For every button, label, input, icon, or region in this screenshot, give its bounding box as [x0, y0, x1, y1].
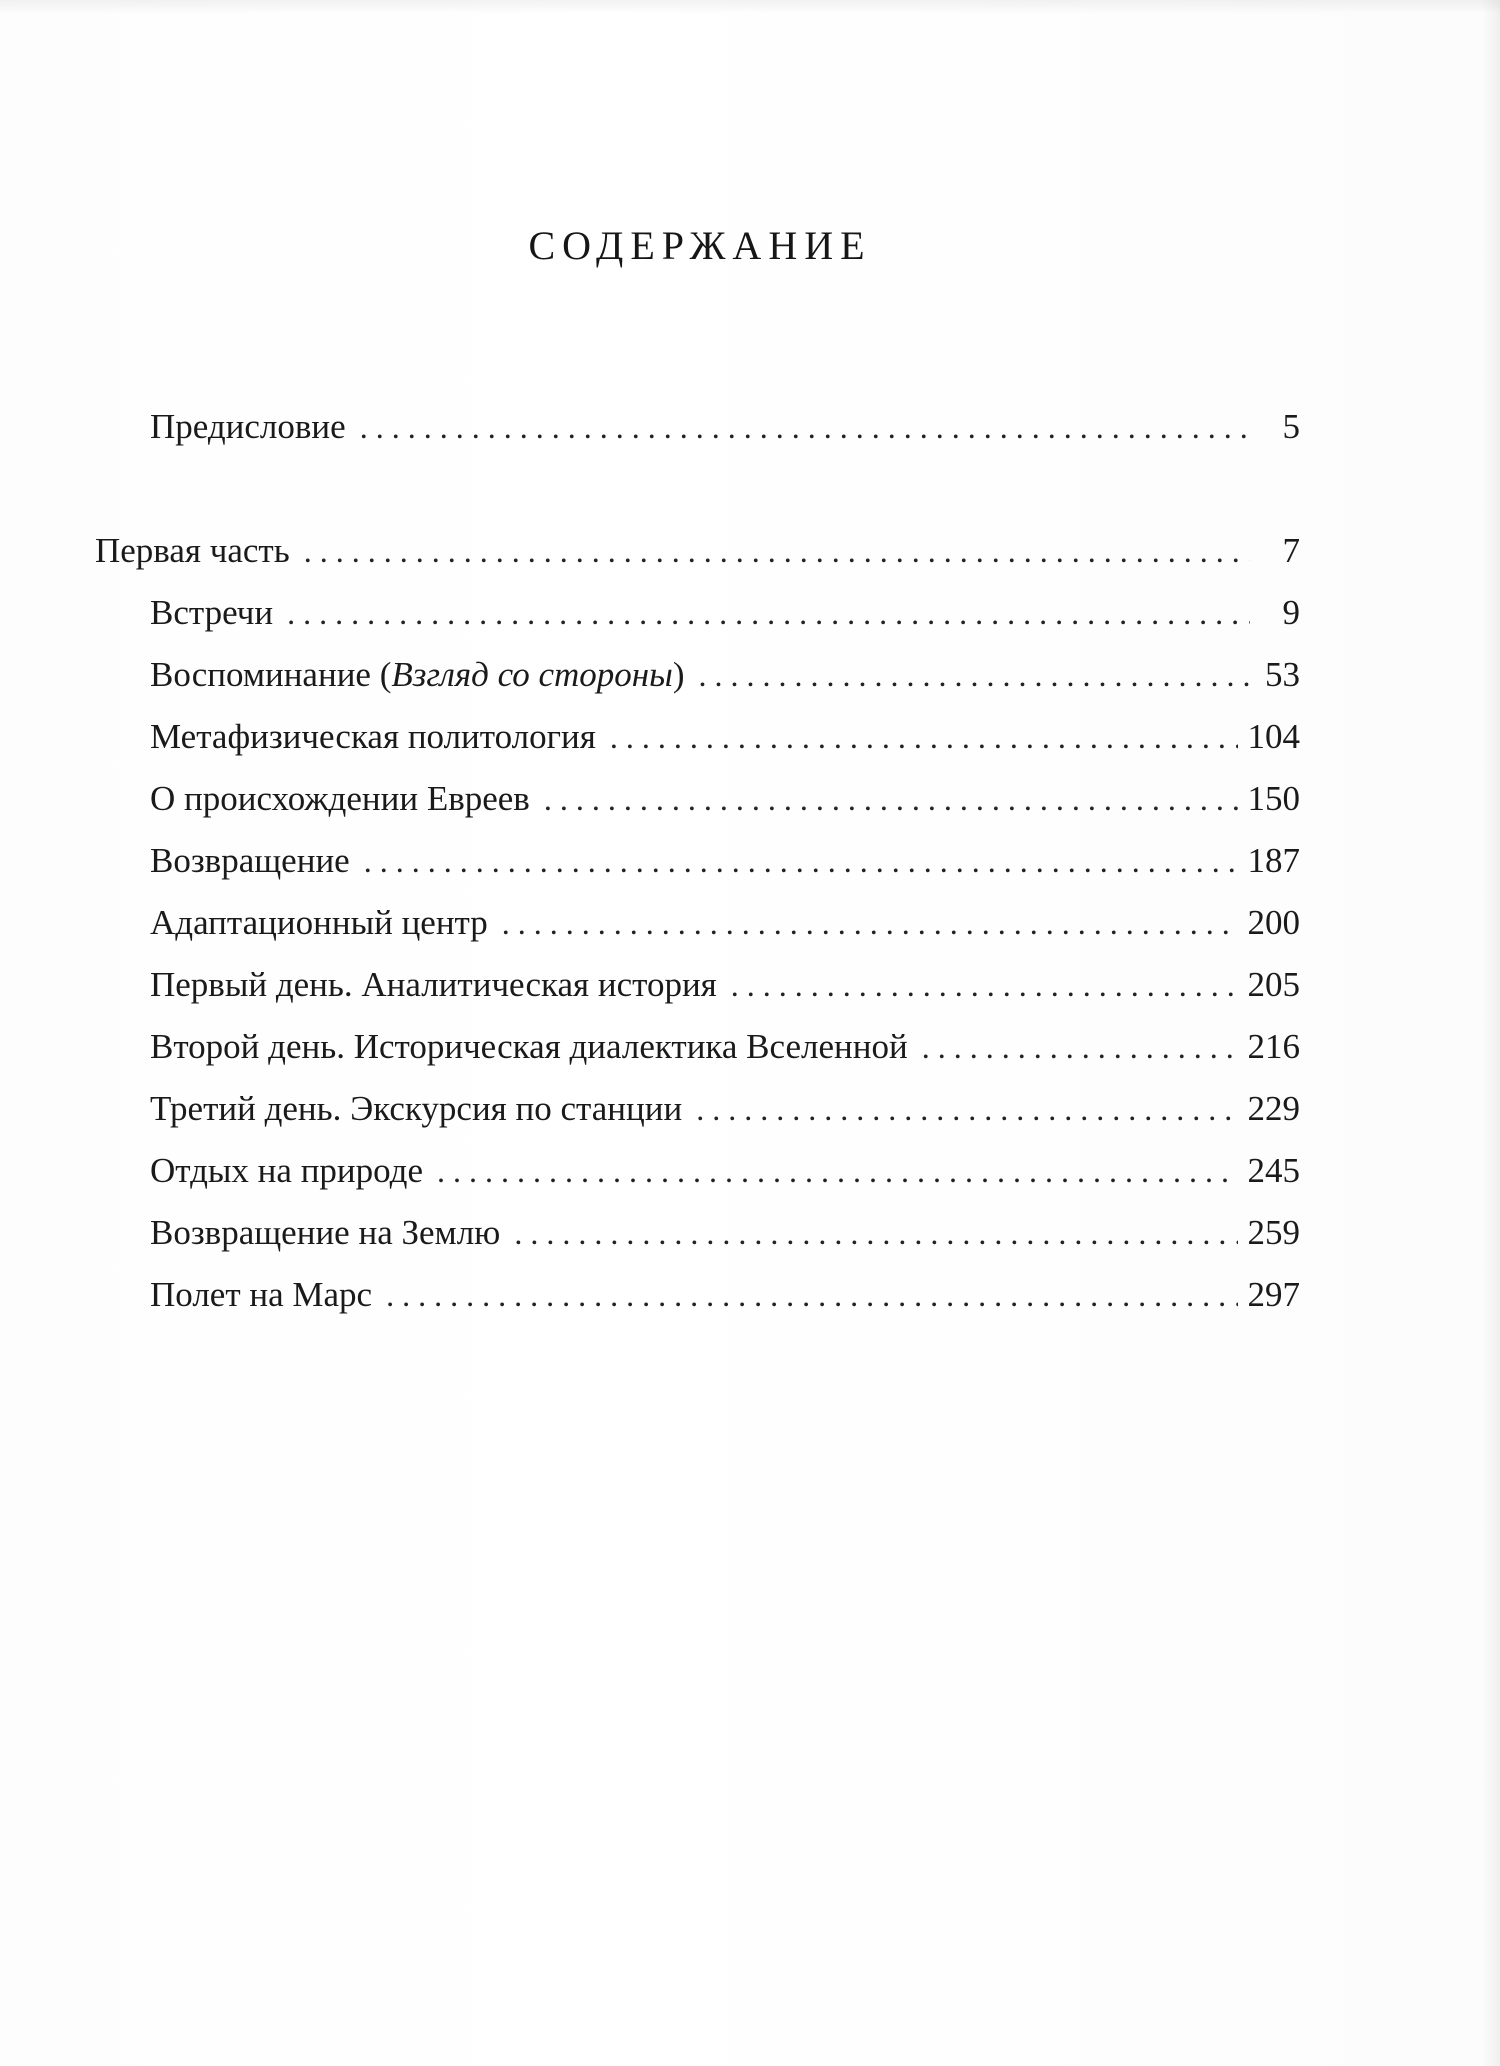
- toc-entry-label: Второй день. Историческая диалектика Вселенной: [150, 1027, 908, 1066]
- toc-page-number: 297: [1247, 1275, 1300, 1314]
- toc-leader-dots: [610, 713, 1238, 761]
- toc-entry-second-day: [150, 1023, 1300, 1071]
- toc-entry-origin: [150, 775, 1300, 823]
- toc-entry-label: Возвращение на Землю: [150, 1213, 501, 1252]
- toc-leader-dots: [514, 1209, 1237, 1257]
- toc-entry-flight-to-mars: [150, 1271, 1300, 1319]
- toc-leader-dots: [696, 1085, 1237, 1133]
- toc-page-number: 205: [1247, 965, 1300, 1004]
- page-top-shadow: [0, 0, 1500, 14]
- toc-page-number: 5: [1282, 407, 1300, 446]
- toc-entry-return-to-earth: [150, 1209, 1300, 1257]
- toc-entry-label: Возвращение: [150, 841, 350, 880]
- toc-entry-part-one: [95, 527, 1300, 575]
- toc-entry-label: Воспоминание (Взгляд со стороны): [150, 655, 685, 694]
- toc-entry-label: Предисловие: [150, 407, 346, 446]
- toc-page-number: 53: [1265, 655, 1300, 694]
- toc-leader-dots: [699, 651, 1250, 699]
- toc-entry-label: Первый день. Аналитическая история: [150, 965, 717, 1004]
- toc-entry-preface: [150, 403, 1300, 451]
- toc-entry-adaptation-center: [150, 899, 1300, 947]
- toc-entry-label: Первая часть: [95, 531, 290, 570]
- toc-leader-dots: [437, 1147, 1238, 1195]
- toc-page-number: 9: [1282, 593, 1300, 632]
- toc-leader-dots: [544, 775, 1238, 823]
- page-right-shadow: [1482, 0, 1500, 2066]
- toc-entry-meetings: [150, 589, 1300, 637]
- toc-leader-dots: [364, 837, 1238, 885]
- toc-entry-return: [150, 837, 1300, 885]
- toc-entry-label: Полет на Марс: [150, 1275, 373, 1314]
- toc-leader-dots: [360, 403, 1250, 451]
- toc-page-number: 216: [1247, 1027, 1300, 1066]
- toc-page-number: 229: [1247, 1089, 1300, 1128]
- toc-leader-dots: [922, 1023, 1238, 1071]
- toc-entry-label: О происхождении Евреев: [150, 779, 530, 818]
- toc-leader-dots: [502, 899, 1238, 947]
- toc-leader-dots: [386, 1271, 1237, 1319]
- toc-page-number: 200: [1247, 903, 1300, 942]
- toc-entry-metaphysical-politology: [150, 713, 1300, 761]
- toc-leader-dots: [731, 961, 1238, 1009]
- toc-entry-label: Третий день. Экскурсия по станции: [150, 1089, 683, 1128]
- toc-page-number: 7: [1282, 531, 1300, 570]
- toc-page-number: 259: [1247, 1213, 1300, 1252]
- toc-entry-label: Встречи: [150, 593, 274, 632]
- toc-entry-label: Адаптационный центр: [150, 903, 488, 942]
- toc-entry-first-day: [150, 961, 1300, 1009]
- toc-title: СОДЕРЖАНИЕ: [528, 223, 872, 268]
- toc-page-number: 245: [1247, 1151, 1300, 1190]
- toc-entry-label: Метафизическая политология: [150, 717, 596, 756]
- toc-entry-label: Отдых на природе: [150, 1151, 423, 1190]
- toc-leader-dots: [287, 589, 1250, 637]
- toc-page-number: 104: [1247, 717, 1300, 756]
- toc-entry-italic-label: Взгляд со стороны: [391, 655, 673, 694]
- toc-leader-dots: [304, 527, 1250, 575]
- toc-entry-third-day: [150, 1085, 1300, 1133]
- toc-entry-rest: [150, 1147, 1300, 1195]
- toc-page-number: 150: [1247, 779, 1300, 818]
- toc-entry-recollection: [150, 651, 1300, 699]
- toc-page-number: 187: [1247, 841, 1300, 880]
